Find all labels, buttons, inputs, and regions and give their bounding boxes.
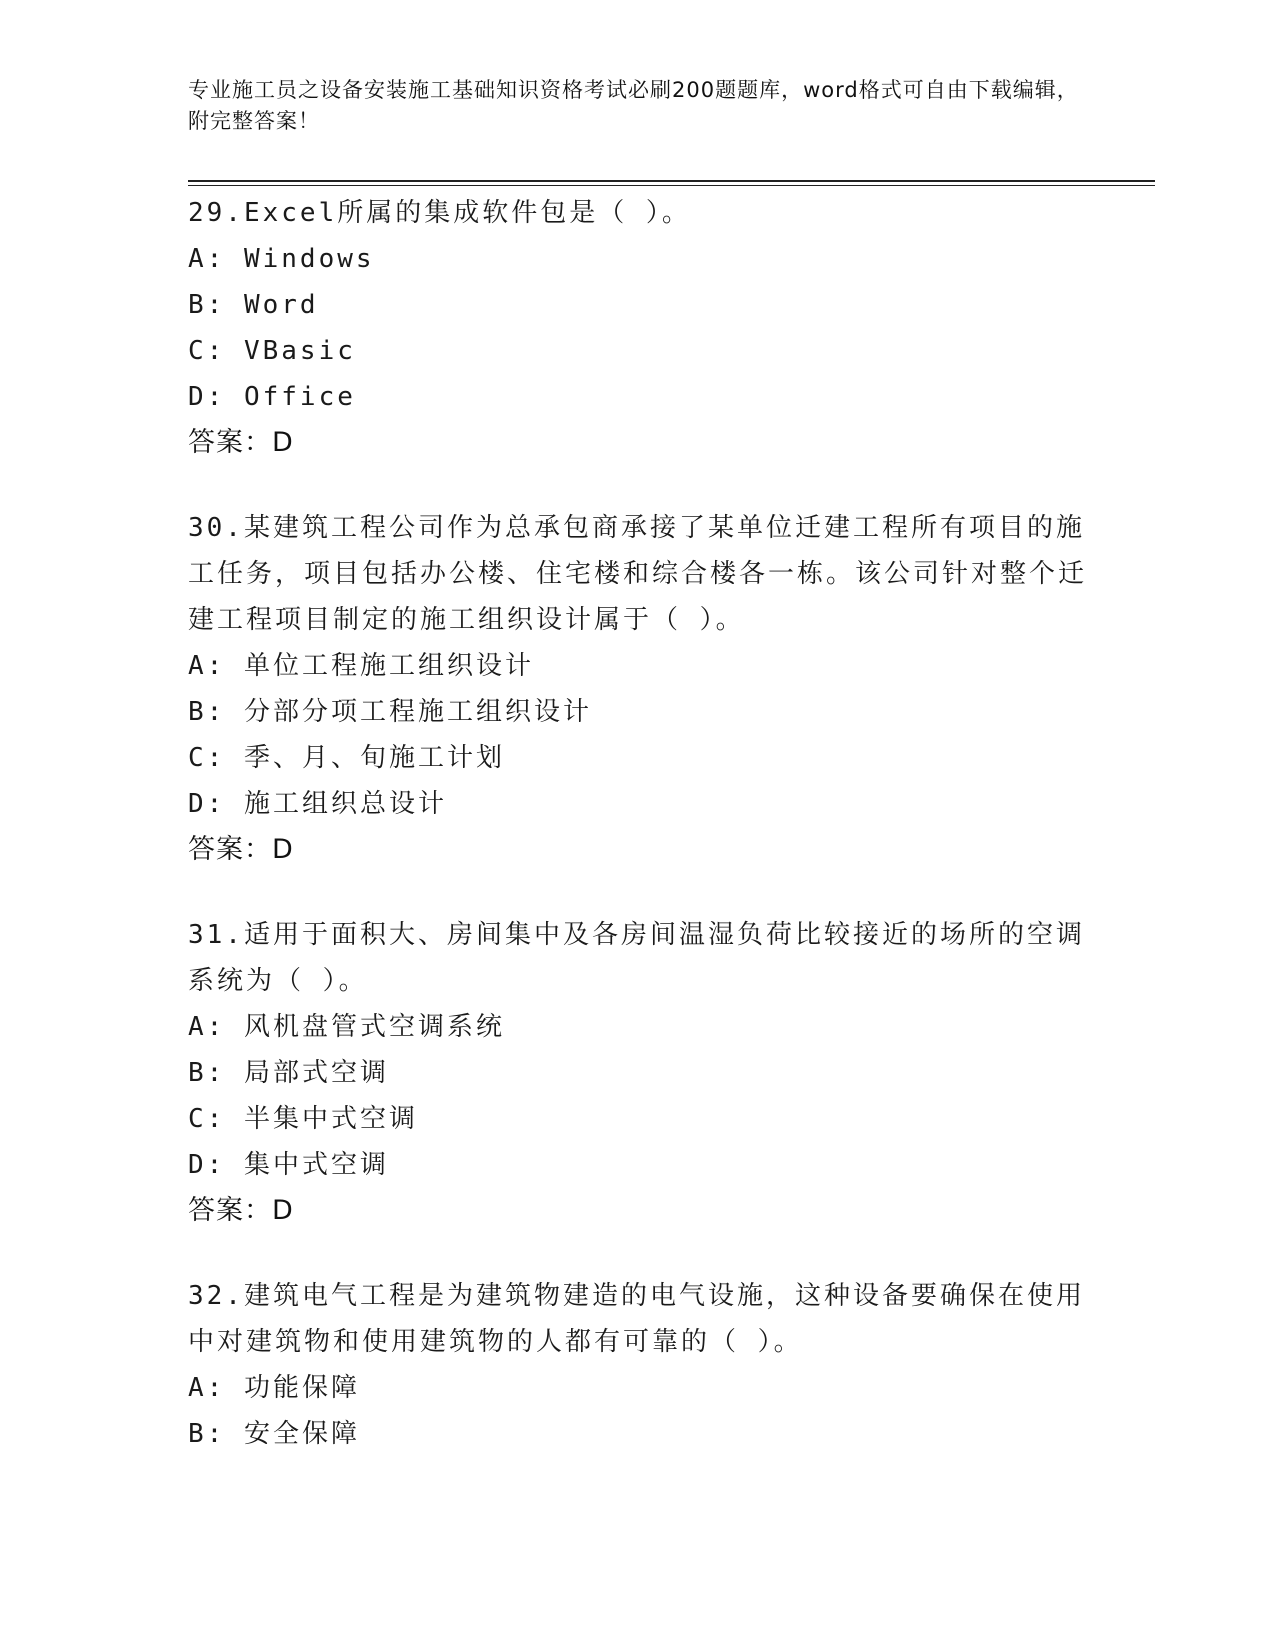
question-stem: 29.Excel所属的集成软件包是（ ）。 bbox=[188, 198, 691, 228]
option-c: C: VBasic bbox=[188, 336, 356, 366]
option-c: C: 季、月、旬施工计划 bbox=[188, 743, 505, 773]
question-29 bbox=[188, 190, 1088, 466]
option-d: D: Office bbox=[188, 382, 356, 412]
question-list bbox=[188, 190, 1088, 1496]
option-b: B: 局部式空调 bbox=[188, 1058, 389, 1088]
header-divider-thin bbox=[188, 185, 1155, 186]
option-b: B: Word bbox=[188, 290, 319, 320]
question-stem: 30.某建筑工程公司作为总承包商承接了某单位迁建工程所有项目的施工任务，项目包括办公楼、住宅楼和综合楼各一栋。该公司针对整个迁建工程项目制定的施工组织设计属于（ ）。 bbox=[188, 513, 1088, 635]
option-c: C: 半集中式空调 bbox=[188, 1104, 418, 1134]
question-31 bbox=[188, 912, 1088, 1234]
option-a: A: 风机盘管式空调系统 bbox=[188, 1012, 505, 1042]
document-header: 专业施工员之设备安装施工基础知识资格考试必刷200题题库，word格式可自由下载编辑，附完整答案！ bbox=[188, 78, 1079, 133]
question-32 bbox=[188, 1273, 1088, 1457]
header-divider-thick bbox=[188, 180, 1155, 182]
option-b: B: 安全保障 bbox=[188, 1419, 360, 1449]
option-a: A: 功能保障 bbox=[188, 1373, 360, 1403]
answer-label: 答案：D bbox=[188, 834, 294, 865]
question-30 bbox=[188, 505, 1088, 873]
answer-label: 答案：D bbox=[188, 427, 294, 458]
question-stem: 31.适用于面积大、房间集中及各房间温湿负荷比较接近的场所的空调系统为（ ）。 bbox=[188, 920, 1085, 996]
option-d: D: 施工组织总设计 bbox=[188, 789, 447, 819]
option-d: D: 集中式空调 bbox=[188, 1150, 389, 1180]
option-a: A: Windows bbox=[188, 244, 375, 274]
question-stem: 32.建筑电气工程是为建筑物建造的电气设施，这种设备要确保在使用中对建筑物和使用建筑物的人都有可靠的（ ）。 bbox=[188, 1281, 1085, 1357]
answer-label: 答案：D bbox=[188, 1195, 294, 1226]
option-b: B: 分部分项工程施工组织设计 bbox=[188, 697, 592, 727]
option-a: A: 单位工程施工组织设计 bbox=[188, 651, 534, 681]
